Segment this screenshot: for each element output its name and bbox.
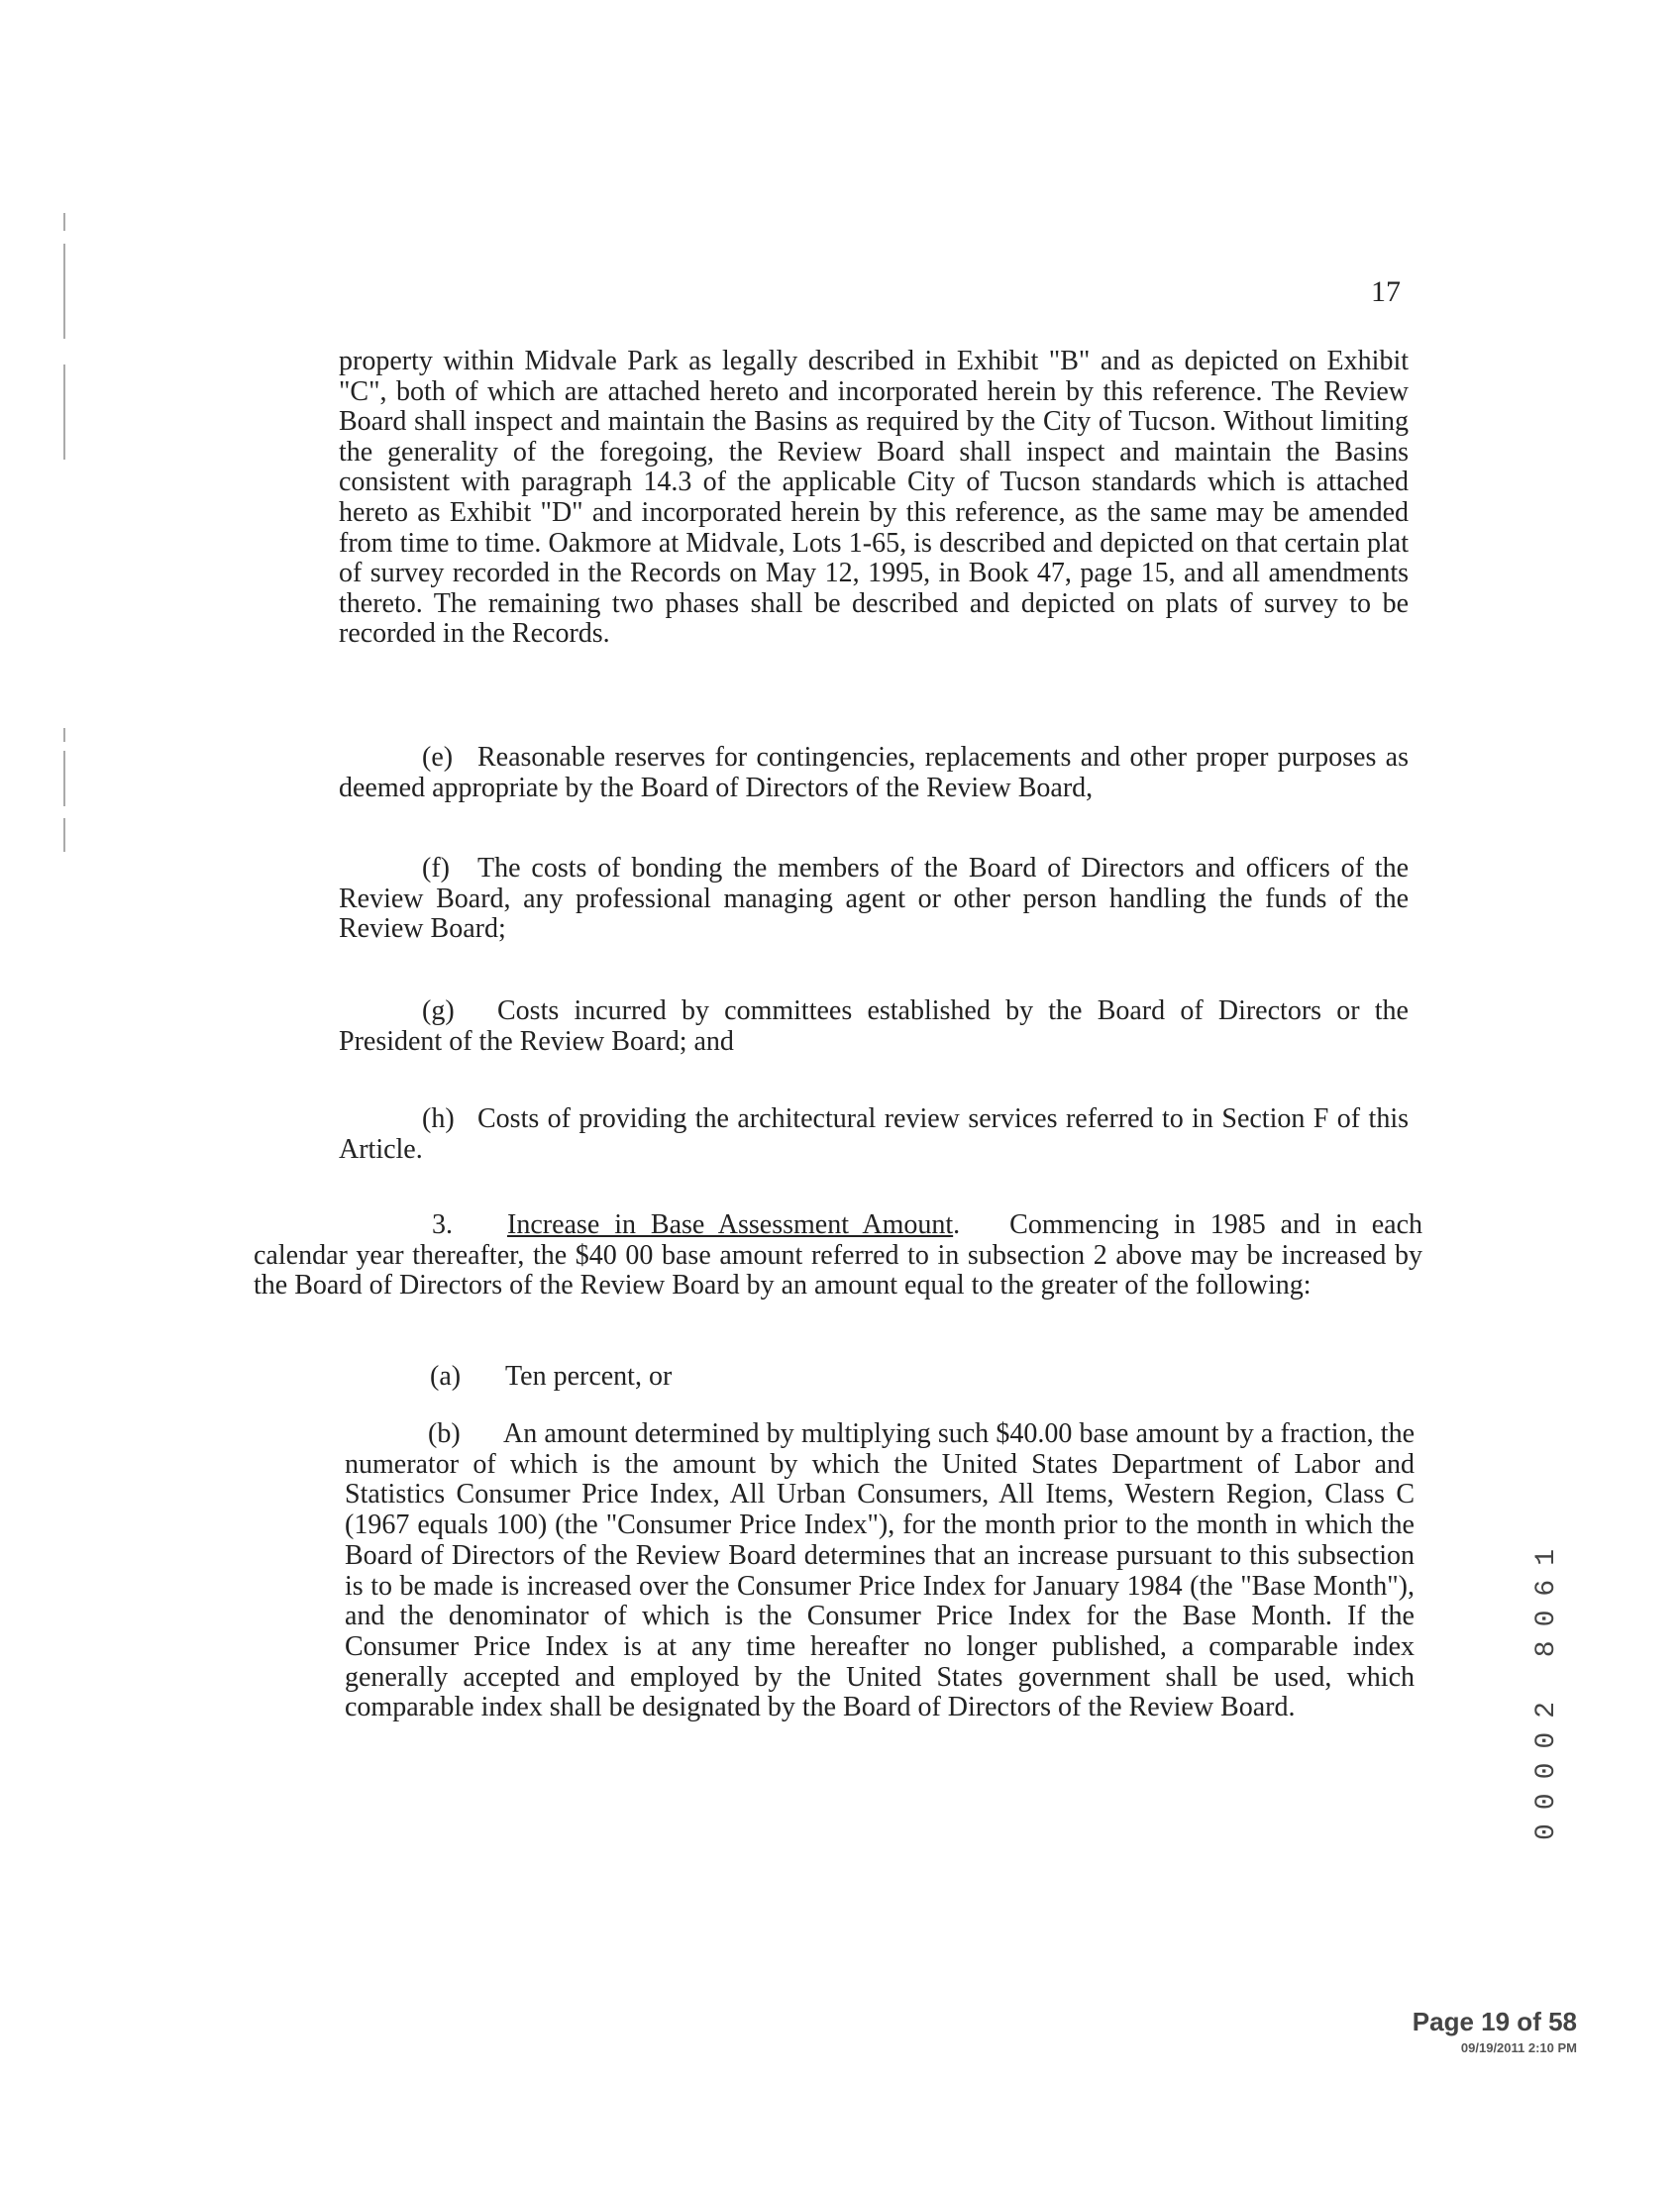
clause-text: Costs of providing the architectural review services referred to in Section F of this Article. (339, 1103, 1409, 1165)
margin-mark (63, 818, 65, 852)
page-count-label: Page 19 of 58 (1412, 2007, 1577, 2036)
clause-b (345, 1419, 1415, 1723)
clause-e (339, 743, 1409, 803)
clause-label: (a) (430, 1361, 462, 1392)
section-3 (254, 1210, 1422, 1302)
clause-a (430, 1362, 1411, 1393)
print-timestamp: 09/19/2011 2:10 PM (1460, 2040, 1577, 2055)
clause-h (339, 1104, 1409, 1165)
continuation-paragraph (339, 347, 1409, 650)
clause-label: (f) (422, 853, 450, 884)
margin-mark (63, 244, 65, 339)
document-stamp-number: 00002 8061 (1531, 1535, 1562, 1841)
margin-mark (63, 213, 65, 231)
margin-mark (63, 364, 65, 460)
paragraph-text: property within Midvale Park as legally described in Exhibit "B" and as depicted on Exhibit "C", both of which are attached hereto and incorporated herein by this reference. The Review Board shall inspect and maintain the Basins as required by the City of Tucson. Without limiting the generality of the foregoing, the Review Board shall inspect and maintain the Basins consistent with paragraph 14.3 of the applicable City of Tucson standards which is attached hereto as Exhibit "D" and incorporated herein by this reference, as the same may be amended from time to time. Oakmore at Midvale, Lots 1-65, is described and depicted on that certain plat of survey recorded in the Records on May 12, 1995, in Book 47, page 15, and all amendments thereto. The remaining two phases shall be described and depicted on plats of survey to be recorded in the Records. (339, 346, 1409, 650)
clause-label: (g) (422, 995, 455, 1026)
section-heading-punct: . (953, 1209, 961, 1240)
clause-label: (h) (422, 1103, 455, 1134)
clause-f (339, 854, 1409, 945)
clause-g (339, 996, 1409, 1057)
section-number: 3. (432, 1209, 453, 1240)
clause-text: Ten percent, or (505, 1361, 673, 1392)
page-number: 17 (1371, 275, 1401, 308)
clause-label: (e) (422, 742, 454, 773)
clause-text: The costs of bonding the members of the Board of Directors and officers of the Review Board, any professional managing agent or other person handling the funds of the Review Board; (339, 853, 1409, 945)
clause-text: Costs incurred by committees established by the Board of Directors or the President of the Review Board; and (339, 995, 1409, 1057)
clause-label: (b) (428, 1418, 461, 1449)
margin-mark (63, 728, 65, 742)
clause-text: Reasonable reserves for contingencies, replacements and other proper purposes as deemed appropriate by the Board of Directors of the Review Board, (339, 742, 1409, 803)
section-heading: Increase in Base Assessment Amount (507, 1209, 954, 1240)
clause-text: An amount determined by multiplying such $40.00 base amount by a fraction, the numerator of which is the amount by which the United States Department of Labor and Statistics Consumer Price Index, All Urban Consumers, All Items, Western Region, Class C (1967 equals 100) (the "Consumer Price Index"), for the month prior to the month in which the Board of Directors of the Review Board determines that an increase pursuant to this subsection is to be made is increased over the Consumer Price Index for January 1984 (the "Base Month"), and the denominator of which is the Consumer Price Index for the Base Month. If the Consumer Price Index is at any time hereafter no longer published, a comparable index generally accepted and employed by the United States government shall be used, which comparable index shall be designated by the Board of Directors of the Review Board. (345, 1418, 1415, 1723)
margin-mark (63, 751, 65, 806)
section-text: Commencing in 1985 and in each calendar year thereafter, the $40 00 base amount referred to in subsection 2 above may be increased by the Board of Directors of the Review Board by an amount equal to the greater of the following: (254, 1209, 1423, 1302)
